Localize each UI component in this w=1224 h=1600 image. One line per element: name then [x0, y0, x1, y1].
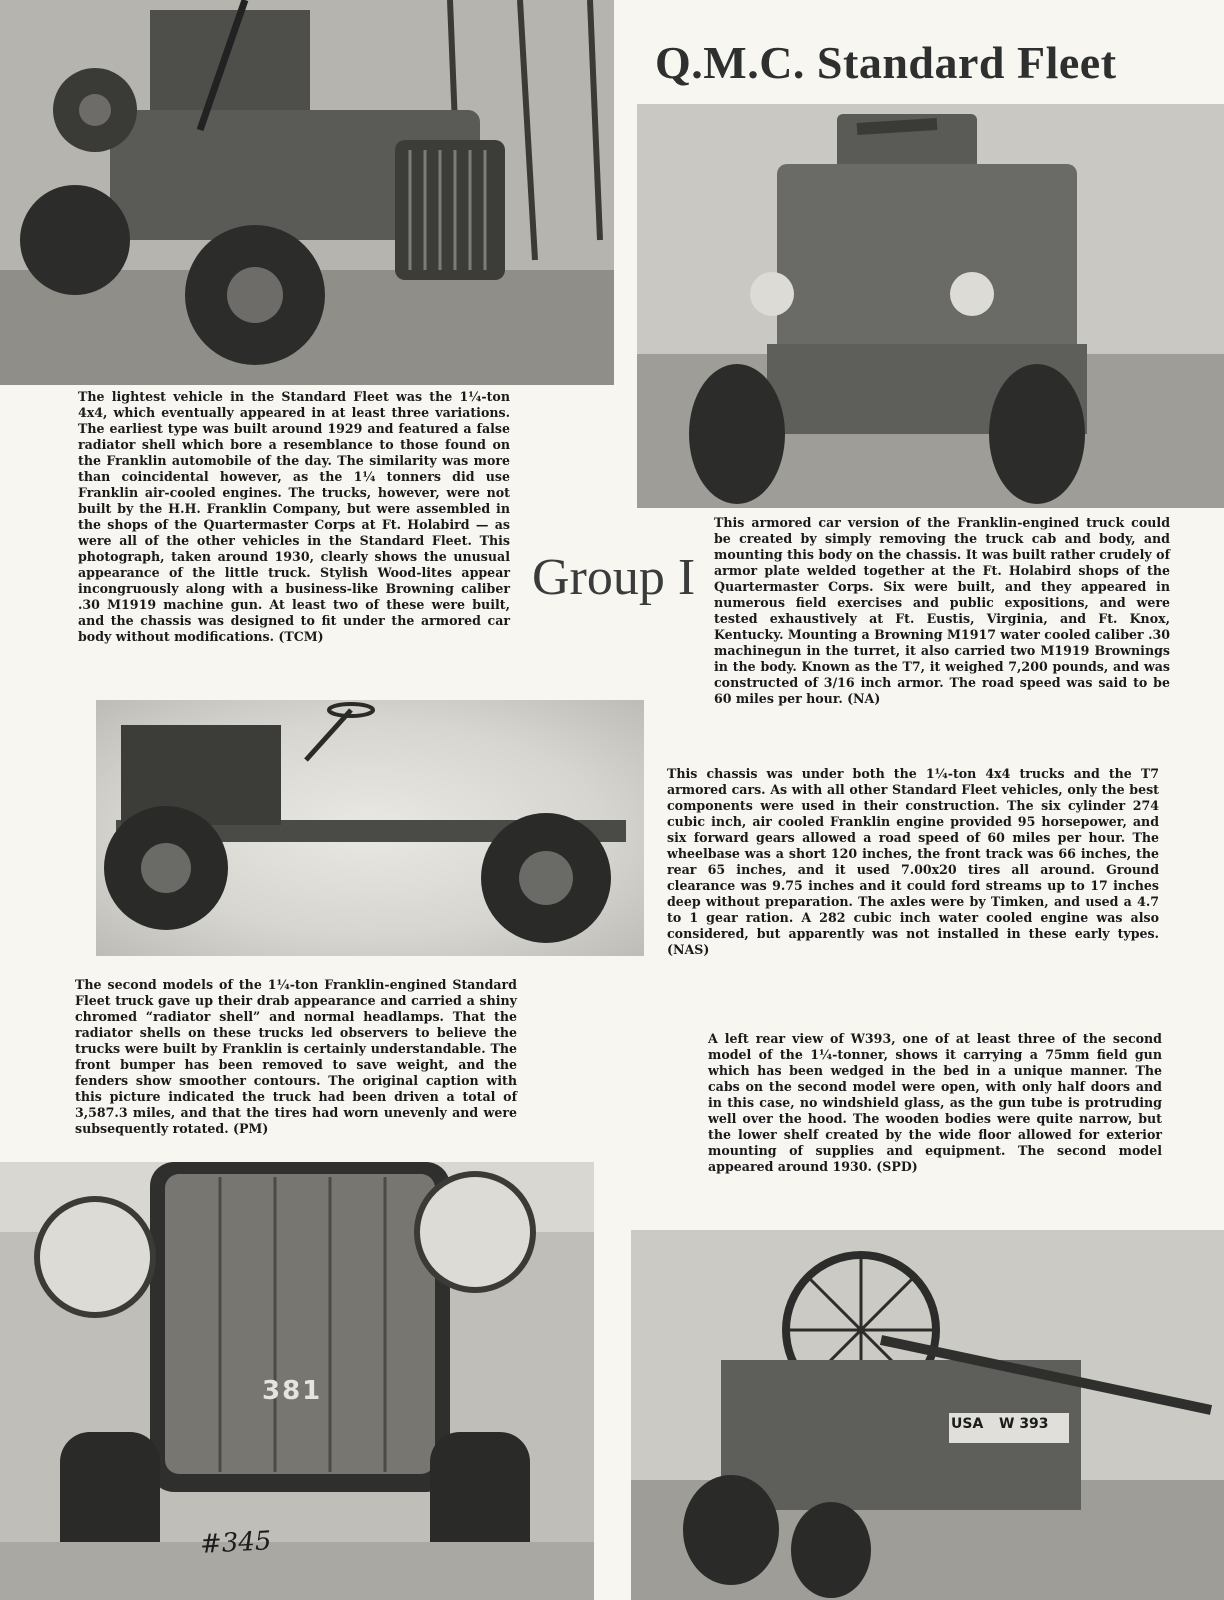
photo-chrome-radiator [0, 1162, 594, 1600]
photo-truck-machine-gun [0, 0, 614, 385]
caption-armored-car: This armored car version of the Franklin-engined truck could be created by simply removing the truck cab and body, and mounting this body on the chassis. It was built rather crudely of armor plate welded together at the Ft. Holabird shops of the Quartermaster Corps. Six were built, and they appeared in numerous field exercises and public expositions, and were tested exhaustively at Ft. Eustis, Virginia, and Ft. Knox, Kentucky. Mounting a Browning M1917 water cooled caliber .30 machinegun in the turret, it also carried two M1919 Brownings in the body. Known as the T7, it weighed 7,200 pounds, and was constructed of 3/16 inch armor. The road speed was said to be 60 miles per hour. (NA) [714, 515, 1170, 706]
usa-plate: USA [951, 1416, 984, 1432]
section-heading: Group I [532, 549, 696, 606]
photo-chassis [96, 700, 644, 956]
handwritten-note: #345 [199, 1526, 273, 1560]
w393-plate: W 393 [999, 1416, 1049, 1432]
photo-w393-field-gun [631, 1230, 1224, 1600]
photo-armored-car [637, 104, 1224, 508]
truck-front-number: 381 [262, 1376, 323, 1406]
caption-second-model: The second models of the 1¼-ton Franklin-engined Standard Fleet truck gave up their drab appearance and carried a shiny chromed “radiator shell” and normal headlamps. That the radiator shells on these trucks led observers to believe the trucks were built by Franklin is certainly understandable. The front bumper has been removed to save weight, and the fenders show smoother contours. The original caption with this picture indicated the truck had been driven a total of 3,587.3 miles, and that the tires had worn unevenly and were subsequently rotated. (PM) [75, 977, 517, 1136]
page-title: Q.M.C. Standard Fleet [655, 37, 1117, 88]
caption-w393: A left rear view of W393, one of at least three of the second model of the 1¼-tonner, shows it carrying a 75mm field gun which has been wedged in the bed in a unique manner. The cabs on the second model were open, with only half doors and in this case, no windshield glass, as the gun tube is protruding well over the hood. The wooden bodies were quite narrow, but the lower shelf created by the wide floor allowed for exterior mounting of supplies and equipment. The second model appeared around 1930. (SPD) [708, 1031, 1162, 1174]
caption-chassis: This chassis was under both the 1¼-ton 4x4 trucks and the T7 armored cars. As with all other Standard Fleet vehicles, only the best components were used in their construction. The six cylinder 274 cubic inch, air cooled Franklin engine provided 95 horsepower, and six forward gears allowed a road speed of 60 miles per hour. The wheelbase was a short 120 inches, the front track was 66 inches, the rear 65 inches, and it used 7.00x20 tires all around. Ground clearance was 9.75 inches and it could ford streams up to 17 inches deep without preparation. The axles were by Timken, and used a 4.7 to 1 gear ration. A 282 cubic inch water cooled engine was also considered, but apparently was not installed in these early types. (NAS) [667, 766, 1159, 957]
caption-lightest-vehicle: The lightest vehicle in the Standard Fleet was the 1¼-ton 4x4, which eventually appeared in at least three variations. The earliest type was built around 1929 and featured a false radiator shell which bore a resemblance to those found on the Franklin automobile of the day. The similarity was more than coincidental however, as the 1¼ tonners did use Franklin air-cooled engines. The trucks, however, were not built by the H.H. Franklin Company, but were assembled in the shops of the Quartermaster Corps at Ft. Holabird — as were all of the other vehicles in the Standard Fleet. This photograph, taken around 1930, clearly shows the unusual appearance of the little truck. Stylish Wood-lites appear incongruously along with a business-like Browning caliber .30 M1919 machine gun. At least two of these were built, and the chassis was designed to fit under the armored car body without modifications. (TCM) [78, 389, 510, 644]
